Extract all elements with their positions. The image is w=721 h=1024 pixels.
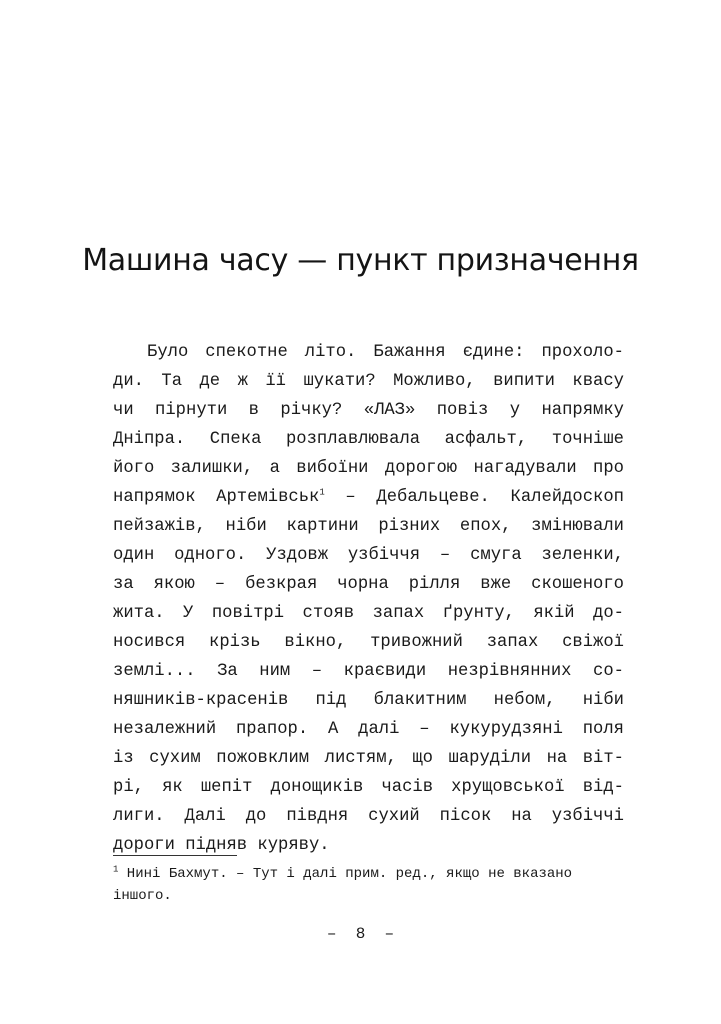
paragraph-line: пейзажів, ніби картини різних епох, змінювали bbox=[113, 517, 624, 536]
page-number: – 8 – bbox=[326, 925, 395, 943]
paragraph-line: землі... За ним – краєвиди незрівнянних со- bbox=[113, 662, 624, 681]
paragraph-line: Було спекотне літо. Бажання єдине: прохоло- bbox=[147, 343, 624, 362]
paragraph-line-part: напрямок Артемівськ bbox=[113, 488, 320, 507]
paragraph-line: його залишки, а вибоїни дорогою нагадували про bbox=[113, 459, 624, 478]
paragraph-line: за якою – безкрая чорна рілля вже скошеного bbox=[113, 575, 624, 594]
paragraph-line: чи пірнути в річку? «ЛАЗ» повіз у напрямку bbox=[113, 401, 624, 420]
paragraph-line-part: – Дебальцеве. Калейдоскоп bbox=[345, 488, 624, 507]
paragraph-line: Дніпра. Спека розплавлювала асфальт, точніше bbox=[113, 430, 624, 449]
paragraph-line: лиги. Далі до півдня сухий пісок на узбіччі bbox=[113, 807, 624, 826]
footnote-reference[interactable]: 1 bbox=[319, 487, 325, 498]
footnote-line bbox=[113, 863, 624, 885]
chapter-title: Машина часу — пункт призначення bbox=[82, 243, 639, 278]
paragraph-line: няшників-красенів під блакитним небом, ніби bbox=[113, 691, 624, 710]
paragraph-line: дороги підняв куряву. bbox=[113, 836, 330, 855]
footnote-line: іншого. bbox=[113, 888, 172, 904]
footnote-marker: 1 bbox=[113, 864, 119, 875]
paragraph-line: носився крізь вікно, тривожний запах свіжої bbox=[113, 633, 624, 652]
paragraph-line: жита. У повітрі стояв запах ґрунту, якій до- bbox=[113, 604, 624, 623]
paragraph-line-with-footnote bbox=[113, 483, 624, 512]
paragraph-line: ди. Та де ж її шукати? Можливо, випити квасу bbox=[113, 372, 624, 391]
body-paragraph bbox=[113, 338, 624, 860]
paragraph-line: із сухим пожовклим листям, що шаруділи на віт- bbox=[113, 749, 624, 768]
footnote bbox=[113, 863, 624, 907]
paragraph-line: один одного. Уздовж узбіччя – смуга зеленки, bbox=[113, 546, 624, 565]
footnote-divider bbox=[113, 855, 237, 856]
paragraph-line: незалежний прапор. А далі – кукурудзяні поля bbox=[113, 720, 624, 739]
footnote-text: Нині Бахмут. – Тут і далі прим. ред., якщо не вказано bbox=[118, 866, 573, 882]
paragraph-line: рі, як шепіт донощиків часів хрущовської від- bbox=[113, 778, 624, 797]
